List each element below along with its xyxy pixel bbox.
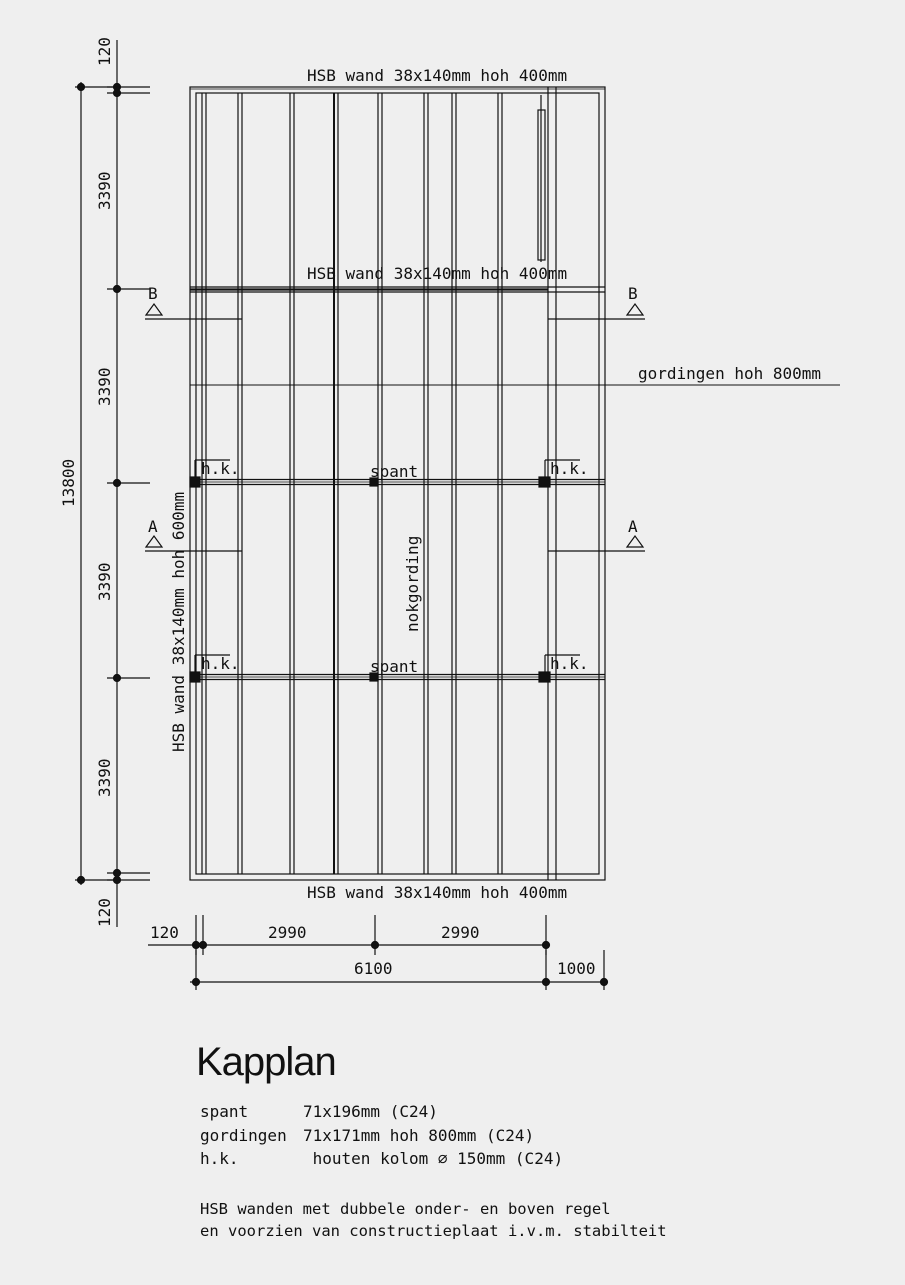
column-marker-left (190, 672, 200, 682)
column-label-left-1: h.k. (201, 459, 240, 478)
section-b-right-arrow (627, 304, 643, 315)
dim-node-horizontal (543, 942, 550, 949)
dim-vertical-total: 13800 (59, 458, 78, 507)
ridge-purlin-label: nokgording (403, 535, 422, 632)
legend-value: 71x196mm (C24) (303, 1102, 438, 1121)
dim-node-vertical (114, 480, 121, 487)
section-a-left-label: A (148, 517, 158, 536)
legend-key: gordingen (200, 1126, 287, 1145)
column-label-right-1: h.k. (550, 459, 589, 478)
dim-node-horizontal-total (193, 979, 200, 986)
dim-horizontal-total: 6100 (354, 959, 393, 978)
dim-node-vertical (114, 90, 121, 97)
dim-vertical-top-120: 120 (95, 37, 114, 66)
dim-vertical-3390-2: 3390 (95, 367, 114, 406)
dim-node-horizontal-total (601, 979, 608, 986)
truss-label-1: spant (370, 462, 419, 481)
section-b-left-label: B (148, 284, 158, 303)
legend-key: spant (200, 1102, 249, 1121)
dim-node-vertical (114, 675, 121, 682)
legend-value: houten kolom ⌀ 150mm (C24) (303, 1149, 564, 1168)
dim-node-vertical (114, 870, 121, 877)
legend-row-truss (200, 1102, 438, 1121)
dim-vertical-3390-4: 3390 (95, 758, 114, 797)
dim-horizontal-120: 120 (150, 923, 179, 942)
note-line-1: HSB wanden met dubbele onder- en boven regel (200, 1200, 611, 1218)
section-a-right-arrow (627, 536, 643, 547)
dim-node-horizontal (200, 942, 207, 949)
dim-node-horizontal (372, 942, 379, 949)
dim-horizontal-2990-2: 2990 (441, 923, 480, 942)
dim-node-horizontal (193, 942, 200, 949)
dim-node-horizontal-total (543, 979, 550, 986)
drawing-title: Kapplan (196, 1040, 336, 1084)
dim-node-vertical (114, 286, 121, 293)
dim-vertical-bottom-120: 120 (95, 898, 114, 927)
column-label-left-2: h.k. (201, 654, 240, 673)
wall-label-bottom: HSB wand 38x140mm hoh 400mm (307, 883, 568, 902)
section-a-left-arrow (146, 536, 162, 547)
truss-label-2: spant (370, 657, 419, 676)
section-b-right-label: B (628, 284, 638, 303)
legend-value: 71x171mm hoh 800mm (C24) (303, 1126, 535, 1145)
dim-vertical-3390-1: 3390 (95, 171, 114, 210)
column-marker-right (539, 477, 550, 487)
dim-horizontal-2990-1: 2990 (268, 923, 307, 942)
legend-row-column (200, 1149, 563, 1168)
purlin-label: gordingen hoh 800mm (638, 364, 822, 383)
column-marker-left (190, 477, 200, 487)
wall-label-top: HSB wand 38x140mm hoh 400mm (307, 66, 568, 85)
legend-row-purlins (200, 1126, 534, 1145)
wall-label-left: HSB wand 38x140mm hoh 600mm (169, 491, 188, 752)
dim-vertical-3390-3: 3390 (95, 562, 114, 601)
column-marker-right (539, 672, 550, 682)
legend-key: h.k. (200, 1149, 239, 1168)
roof-plan-geometry (75, 40, 840, 990)
section-b-left-arrow (146, 304, 162, 315)
column-label-right-2: h.k. (550, 654, 589, 673)
wall-label-mid: HSB wand 38x140mm hoh 400mm (307, 264, 568, 283)
section-a-right-label: A (628, 517, 638, 536)
note-line-2: en voorzien van constructieplaat i.v.m. stabilteit (200, 1222, 667, 1240)
dim-horizontal-1000: 1000 (557, 959, 596, 978)
